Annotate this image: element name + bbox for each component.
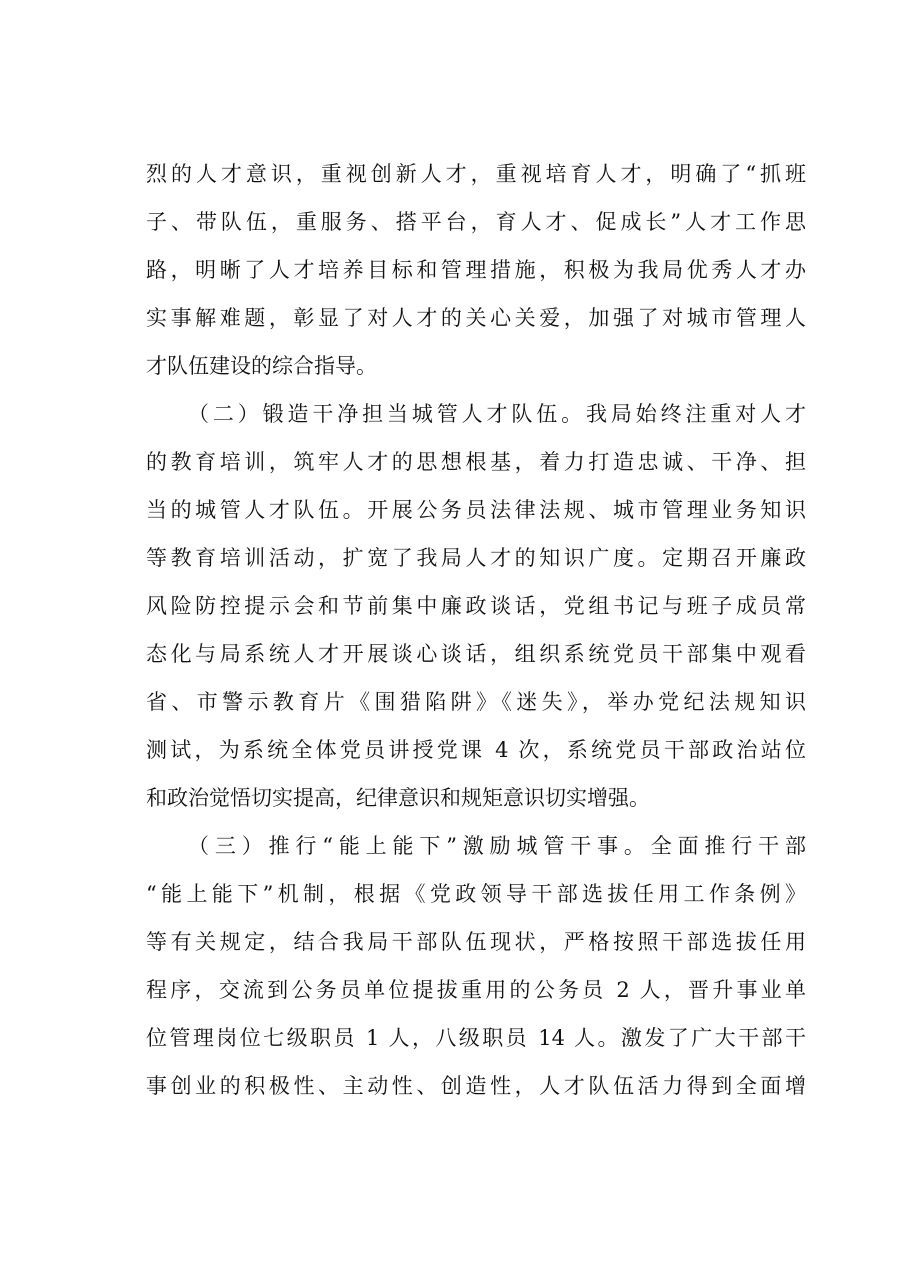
paragraph-line: 和政治觉悟切实提高，纪律意识和规矩意识切实增强。 <box>146 786 650 810</box>
paragraph-line: 的教育培训，筑牢人才的思想根基，着力打造忠诚、干净、担 <box>146 450 806 474</box>
paragraph-line: （三）推行“能上能下”激励城管干事。全面推行干部 <box>188 834 806 858</box>
document-body <box>146 150 806 1110</box>
paragraph-line: （二）锻造干净担当城管人才队伍。我局始终注重对人才 <box>188 402 806 426</box>
paragraph-line: 态化与局系统人才开展谈心谈话，组织系统党员干部集中观看 <box>146 642 806 666</box>
paragraph-line: 程序，交流到公务员单位提拔重用的公务员 2 人，晋升事业单 <box>146 978 806 1002</box>
paragraph-line: 才队伍建设的综合指导。 <box>146 354 377 378</box>
paragraph-line: 省、市警示教育片《围猎陷阱》《迷失》，举办党纪法规知识 <box>146 690 806 714</box>
paragraph-line: 子、带队伍，重服务、搭平台，育人才、促成长”人才工作思 <box>146 210 806 234</box>
paragraph-line: “能上能下”机制，根据《党政领导干部选拔任用工作条例》 <box>146 882 806 906</box>
paragraph-line: 风险防控提示会和节前集中廉政谈话，党组书记与班子成员常 <box>146 594 806 618</box>
paragraph-line: 测试，为系统全体党员讲授党课 4 次，系统党员干部政治站位 <box>146 738 806 762</box>
paragraph-line: 实事解难题，彰显了对人才的关心关爱，加强了对城市管理人 <box>146 306 806 330</box>
paragraph-line: 路，明晰了人才培养目标和管理措施，积极为我局优秀人才办 <box>146 258 806 282</box>
paragraph-line: 位管理岗位七级职员 1 人，八级职员 14 人。激发了广大干部干 <box>146 1026 806 1050</box>
paragraph-2 <box>146 390 806 822</box>
paragraph-line: 等教育培训活动，扩宽了我局人才的知识广度。定期召开廉政 <box>146 546 806 570</box>
paragraph-line: 当的城管人才队伍。开展公务员法律法规、城市管理业务知识 <box>146 498 806 522</box>
paragraph-1 <box>146 150 806 390</box>
paragraph-line: 等有关规定，结合我局干部队伍现状，严格按照干部选拔任用 <box>146 930 806 954</box>
paragraph-line: 事创业的积极性、主动性、创造性，人才队伍活力得到全面增 <box>146 1074 806 1098</box>
paragraph-line: 烈的人才意识，重视创新人才，重视培育人才，明确了“抓班 <box>146 162 806 186</box>
paragraph-3 <box>146 822 806 1110</box>
